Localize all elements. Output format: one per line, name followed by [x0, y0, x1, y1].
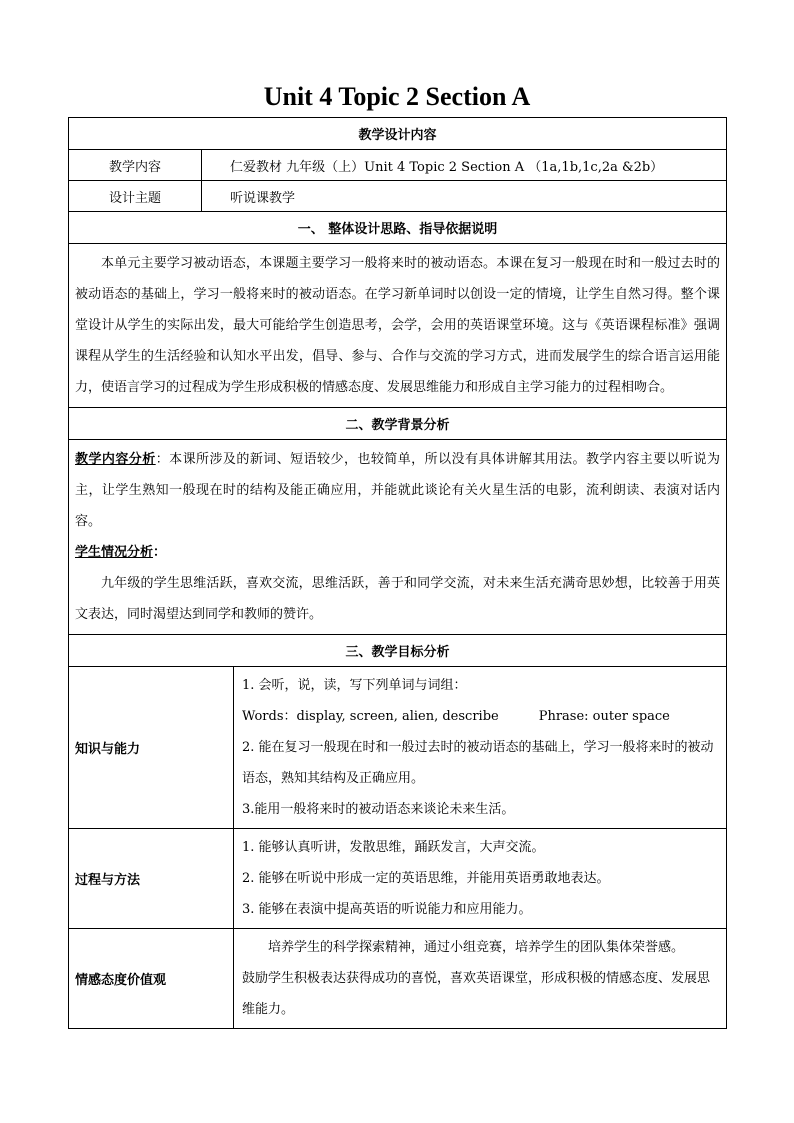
phrase-text: Phrase: outer space: [538, 709, 670, 724]
process-label: 过程与方法: [69, 829, 234, 929]
process-item-2: 2. 能够在听说中形成一定的英语思维，并能用英语勇敢地表达。: [242, 871, 610, 886]
content-row: [69, 150, 727, 181]
part2-heading: 二、教学背景分析: [69, 408, 727, 440]
part2-heading-row: [69, 408, 727, 440]
words-text: Words：display, screen, alien, describe: [242, 709, 499, 724]
student-analysis: [75, 537, 720, 568]
section-header-row: [69, 118, 727, 150]
document-title: Unit 4 Topic 2 Section A: [263, 82, 531, 111]
part2-body-row: [69, 440, 727, 635]
process-row: [69, 829, 727, 929]
emotion-label: 情感态度价值观: [69, 929, 234, 1029]
lesson-plan-table: [68, 117, 727, 1029]
section-header: 教学设计内容: [69, 118, 727, 150]
content-analysis: [75, 444, 720, 537]
part2-body: [69, 440, 727, 635]
process-items: [234, 829, 727, 929]
part3-heading-row: [69, 635, 727, 667]
content-analysis-label: 教学内容分析: [75, 452, 156, 467]
part1-paragraph: 本单元主要学习被动语态，本课题主要学习一般将来时的被动语态。本课在复习一般现在时和一般过去时的被动语态的基础上，学习一般将来时的被动语态。在学习新单词时以创设一定的情境，让学生自然习得。整个课堂设计从学生的实际出发，最大可能给学生创造思考，会学，会用的英语课堂环境。这与《英语课程标准》强调课程从学生的生活经验和认知水平出发，倡导、参与、合作与交流的学习方式，进而发展学生的综合语言运用能力，使语言学习的过程成为学生形成积极的情感态度、发展思维能力和形成自主学习能力的过程相吻合。: [75, 256, 721, 395]
content-label: 教学内容: [69, 150, 202, 181]
part1-heading-row: [69, 212, 727, 244]
theme-value: 听说课教学: [202, 181, 727, 212]
emotion-line-2: 鼓励学生积极表达获得成功的喜悦，喜欢英语课堂，形成积极的情感态度、发展思维能力。: [242, 971, 711, 1017]
part1-heading: 一、 整体设计思路、指导依据说明: [69, 212, 727, 244]
student-analysis-label: 学生情况分析: [75, 545, 154, 560]
part1-body: [69, 244, 727, 408]
emotion-items: [234, 929, 727, 1029]
student-analysis-colon: ：: [153, 545, 167, 560]
knowledge-item-1: 1. 会听，说，读，写下列单词与词组：: [242, 678, 467, 693]
knowledge-words: [242, 701, 720, 732]
process-item-1: 1. 能够认真听讲，发散思维，踊跃发言，大声交流。: [242, 840, 545, 855]
knowledge-items: [234, 667, 727, 829]
knowledge-row: [69, 667, 727, 829]
theme-row: [69, 181, 727, 212]
knowledge-label: 知识与能力: [69, 667, 234, 829]
part1-body-row: [69, 244, 727, 408]
student-analysis-text: 九年级的学生思维活跃，喜欢交流，思维活跃，善于和同学交流，对未来生活充满奇思妙想，比较善于用英文表达，同时渴望达到同学和教师的赞许。: [75, 576, 721, 622]
knowledge-item-3: 3.能用一般将来时的被动语态来谈论未来生活。: [242, 802, 515, 817]
theme-label: 设计主题: [69, 181, 202, 212]
knowledge-item-2: 2. 能在复习一般现在时和一般过去时的被动语态的基础上，学习一般将来时的被动语态，熟知其结构及正确应用。: [242, 740, 714, 786]
content-analysis-text: ：本课所涉及的新词、短语较少，也较简单，所以没有具体讲解其用法。教学内容主要以听说为主，让学生熟知一般现在时的结构及能正确应用，并能就此谈论有关火星生活的电影，流利朗读、表演对话内容。: [75, 452, 721, 529]
part3-heading: 三、教学目标分析: [69, 635, 727, 667]
content-value: 仁爱教材 九年级（上）Unit 4 Topic 2 Section A （1a,1b,1c,2a &2b）: [202, 150, 727, 181]
emotion-line-1: 培养学生的科学探索精神，通过小组竞赛，培养学生的团队集体荣誉感。: [268, 940, 685, 955]
emotion-row: [69, 929, 727, 1029]
process-item-3: 3. 能够在表演中提高英语的听说能力和应用能力。: [242, 902, 532, 917]
